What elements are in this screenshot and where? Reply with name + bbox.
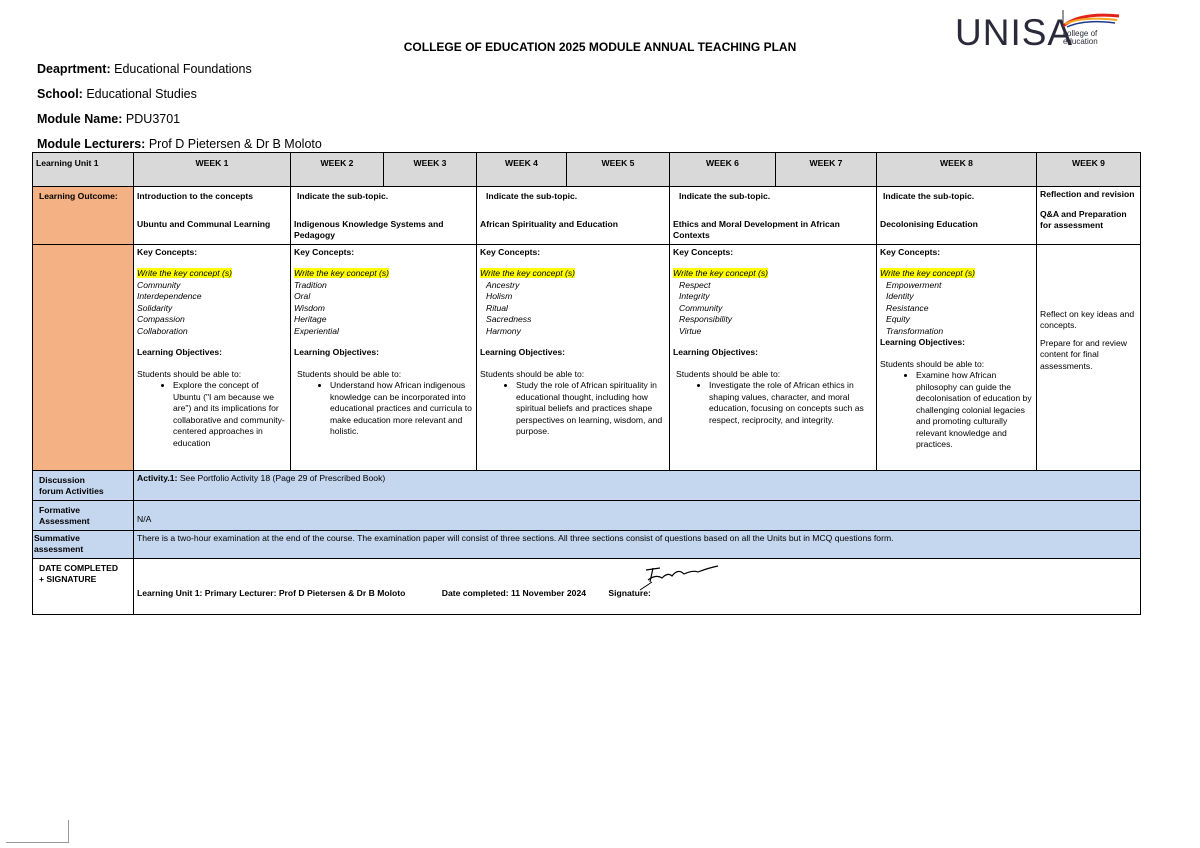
objective-item: • Study the role of African spirituality in educational thought, including how spiritual beliefs and practices shape perspectives on learning, wisdom, and purpose. <box>516 380 666 438</box>
formative-value: N/A <box>134 500 1141 530</box>
header-week-8: WEEK 8 <box>877 153 1037 187</box>
completion-row <box>33 558 1141 614</box>
page-corner-mark <box>6 820 69 843</box>
logo-wordmark: UNISA <box>955 12 1074 53</box>
summative-label: Summative assessment <box>33 530 134 558</box>
outcome-week-8: Indicate the sub-topic. Decolonising Education <box>877 187 1037 245</box>
outcome-row <box>33 187 1141 245</box>
content-week-1: Key Concepts: Write the key concept (s) Community Interdependence Solidarity Compassion Collaboration Learning Objectives: Students should be able to: • Explore the concept of Ubuntu ("I am because we are") and its implications for collaborative and community-centered approaches in education <box>134 244 291 470</box>
outcome-label: Learning Outcome: <box>33 187 134 245</box>
header-week-9: WEEK 9 <box>1037 153 1141 187</box>
header-week-5: WEEK 5 <box>567 153 670 187</box>
header-week-1: WEEK 1 <box>134 153 291 187</box>
header-week-3: WEEK 3 <box>384 153 477 187</box>
completion-label: DATE COMPLETED + SIGNATURE <box>33 558 134 614</box>
content-label-cell <box>33 244 134 470</box>
content-week-6-7: Key Concepts: Write the key concept (s) Respect Integrity Community Responsibility Virtue Learning Objectives: Students should be able to: • Investigate the role of African ethics in shaping values, character, and moral education, focusing on concepts such as respect, reciprocity, and integrity. <box>670 244 877 470</box>
document-title: COLLEGE OF EDUCATION 2025 MODULE ANNUAL TEACHING PLAN <box>403 40 797 54</box>
discussion-label: Discussion forum Activities <box>33 470 134 500</box>
meta-school: School: Educational Studies <box>37 87 197 101</box>
meta-department: Deaprtment: Educational Foundations <box>37 62 252 76</box>
outcome-week-1: Introduction to the concepts Ubuntu and Communal Learning <box>134 187 291 245</box>
objective-item: • Examine how African philosophy can guide the decolonisation of education by challenging colonial legacies and promoting culturally relevant knowledge and practices. <box>916 370 1033 451</box>
discussion-activity: Activity.1: See Portfolio Activity 18 (Page 29 of Prescribed Book) <box>134 470 1141 500</box>
summative-value: There is a two-hour examination at the end of the course. The examination paper will consist of three sections. All three sections consist of questions based on all the Units but in MCQ questions form. <box>134 530 1141 558</box>
outcome-week-2-3: Indicate the sub-topic. Indigenous Knowledge Systems and Pedagogy <box>291 187 477 245</box>
summative-row <box>33 530 1141 558</box>
date-completed: Date completed: 11 November 2024 <box>441 587 587 598</box>
header-week-6: WEEK 6 <box>670 153 776 187</box>
formative-label: Formative Assessment <box>33 500 134 530</box>
header-week-4: WEEK 4 <box>477 153 567 187</box>
header-unit: Learning Unit 1 <box>33 153 134 187</box>
formative-row <box>33 500 1141 530</box>
signature-label: Signature: <box>608 587 651 598</box>
objective-item: • Understand how African indigenous knowledge can be incorporated into educational practices and curricula to make education more relevant and holistic. <box>330 380 477 438</box>
logo-subtitle: college of education <box>1063 29 1098 46</box>
objective-item: • Explore the concept of Ubuntu ("I am because we are") and its implications for collaborative and community-centered approaches in education <box>173 380 287 449</box>
teaching-plan-table <box>32 152 1141 615</box>
objective-item: • Investigate the role of African ethics in shaping values, character, and moral education, focusing on concepts such as respect, reciprocity, and integrity. <box>709 380 869 426</box>
content-row <box>33 244 1141 470</box>
lecturer-line: Learning Unit 1: Primary Lecturer: Prof D Pietersen & Dr B Moloto <box>137 587 406 598</box>
outcome-week-4-5: Indicate the sub-topic. African Spirituality and Education <box>477 187 670 245</box>
content-week-4-5: Key Concepts: Write the key concept (s) Ancestry Holism Ritual Sacredness Harmony Learning Objectives: Students should be able to: • Study the role of African spirituality in educational thought, including how spiritual beliefs and practices shape perspectives on learning, wisdom, and purpose. <box>477 244 670 470</box>
signature-mark <box>638 560 723 592</box>
meta-lecturers: Module Lecturers: Prof D Pietersen & Dr B Moloto <box>37 137 322 151</box>
table-header-row <box>33 153 1141 187</box>
meta-module-name: Module Name: PDU3701 <box>37 112 181 126</box>
header-week-7: WEEK 7 <box>776 153 877 187</box>
outcome-week-6-7: Indicate the sub-topic. Ethics and Moral Development in African Contexts <box>670 187 877 245</box>
outcome-week-9: Reflection and revision Q&A and Preparation for assessment <box>1037 187 1141 245</box>
header-week-2: WEEK 2 <box>291 153 384 187</box>
discussion-row <box>33 470 1141 500</box>
content-week-9: Reflect on key ideas and concepts. Prepare for and review content for final assessments. <box>1037 244 1141 470</box>
content-week-2-3: Key Concepts: Write the key concept (s) Tradition Oral Wisdom Heritage Experiential Learning Objectives: Students should be able to: • Understand how African indigenous knowledge can be incorporated into educational practices and curricula to make education more relevant and holistic. <box>291 244 477 470</box>
completion-details <box>134 558 1141 614</box>
content-week-8: Key Concepts: Write the key concept (s) Empowerment Identity Resistance Equity Transformation Learning Objectives: Students should be able to: • Examine how African philosophy can guide the decolonisation of education by challenging colonial legacies and promoting culturally relevant knowledge and practices. <box>877 244 1037 470</box>
swoosh-icon <box>1061 10 1121 28</box>
